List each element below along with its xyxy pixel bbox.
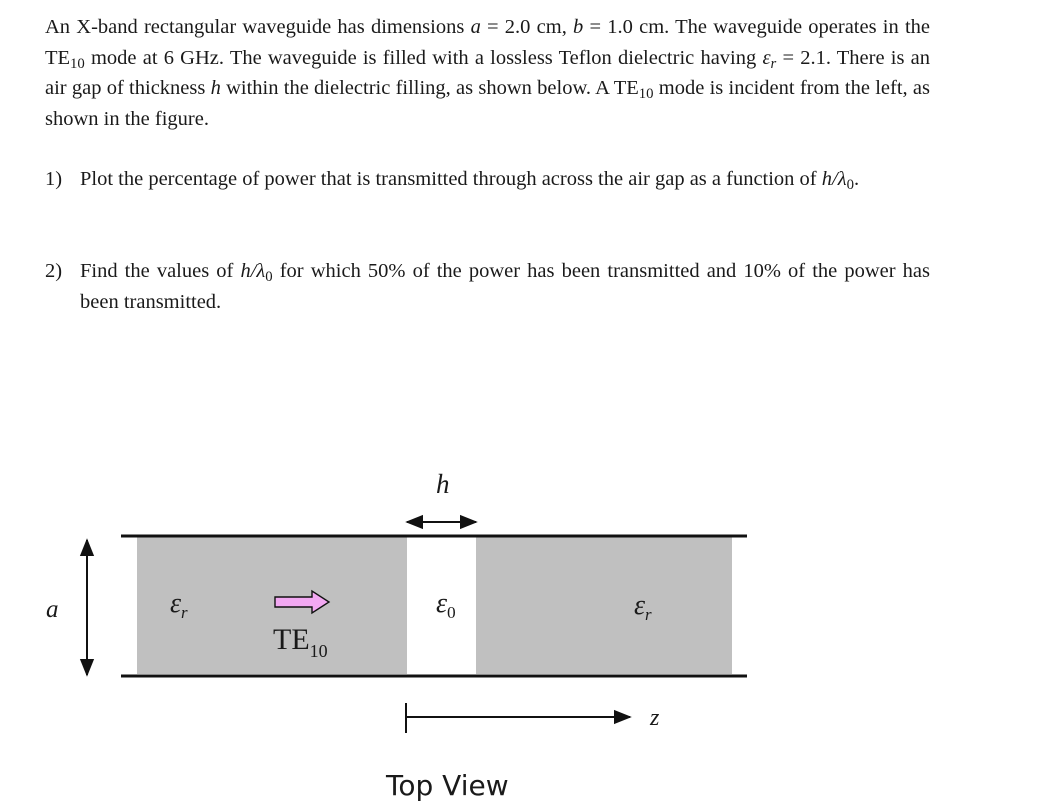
intro-text-2: mode at 6 GHz. The waveguide is filled with a lossless Teflon dielectric having: [84, 46, 763, 69]
ratio-subscript: 0: [846, 177, 854, 194]
epsilon-subscript: r: [181, 602, 188, 622]
epsilon-symbol: ε: [436, 588, 448, 619]
dielectric-right: [476, 537, 732, 674]
epsilon-subscript: r: [770, 55, 777, 72]
question-text-end: for which 50% of the power has been transmitted and 10% of the power has been transmitted.: [80, 260, 930, 313]
mode-name: TE: [273, 623, 310, 656]
a-value: = 2.0 cm,: [480, 16, 574, 38]
width-label: a: [46, 596, 59, 623]
symbol-b: b: [573, 16, 584, 38]
question-number: 1): [45, 168, 63, 190]
mode-subscript: 10: [309, 641, 328, 662]
epsilon-symbol: ε: [170, 588, 182, 619]
ratio-h: h: [240, 260, 251, 282]
symbol-a: a: [470, 16, 481, 38]
symbol-h: h: [210, 77, 221, 99]
gap-thickness-label: h: [436, 469, 450, 499]
symbol-epsilon: ε: [762, 46, 771, 69]
b-value: = 1.0 cm. The waveguide operates in the TE: [45, 16, 930, 69]
figure-caption: Top View: [386, 769, 509, 802]
intro-text-1: An X-band rectangular waveguide has dimensions: [45, 16, 471, 38]
question-text-part: Find the values of: [80, 260, 241, 282]
question-number: 2): [45, 260, 63, 282]
ratio-subscript: 0: [265, 269, 273, 286]
ratio-lambda: /λ: [832, 168, 847, 190]
question-text-end: .: [853, 168, 860, 190]
ratio-h: h: [821, 168, 833, 190]
te-subscript-1: 10: [70, 55, 85, 72]
epsilon-subscript: r: [645, 604, 652, 624]
question-text-part: Plot the percentage of power that is transmitted through across the air gap as a function of: [80, 168, 822, 190]
intro-text-5: mode is incident from the left, as shown in the figure.: [45, 77, 930, 130]
ratio-lambda: /λ: [250, 260, 266, 282]
intro-text-4: within the dielectric filling, as shown below. A TE: [220, 77, 639, 99]
epsilon-subscript: 0: [447, 603, 456, 623]
intro-text-3: = 2.1. There is an air gap of thickness: [45, 46, 930, 99]
te-subscript-2: 10: [638, 86, 654, 103]
epsilon-symbol: ε: [634, 590, 646, 621]
dielectric-left: [137, 537, 407, 674]
z-axis-label: z: [650, 705, 660, 731]
